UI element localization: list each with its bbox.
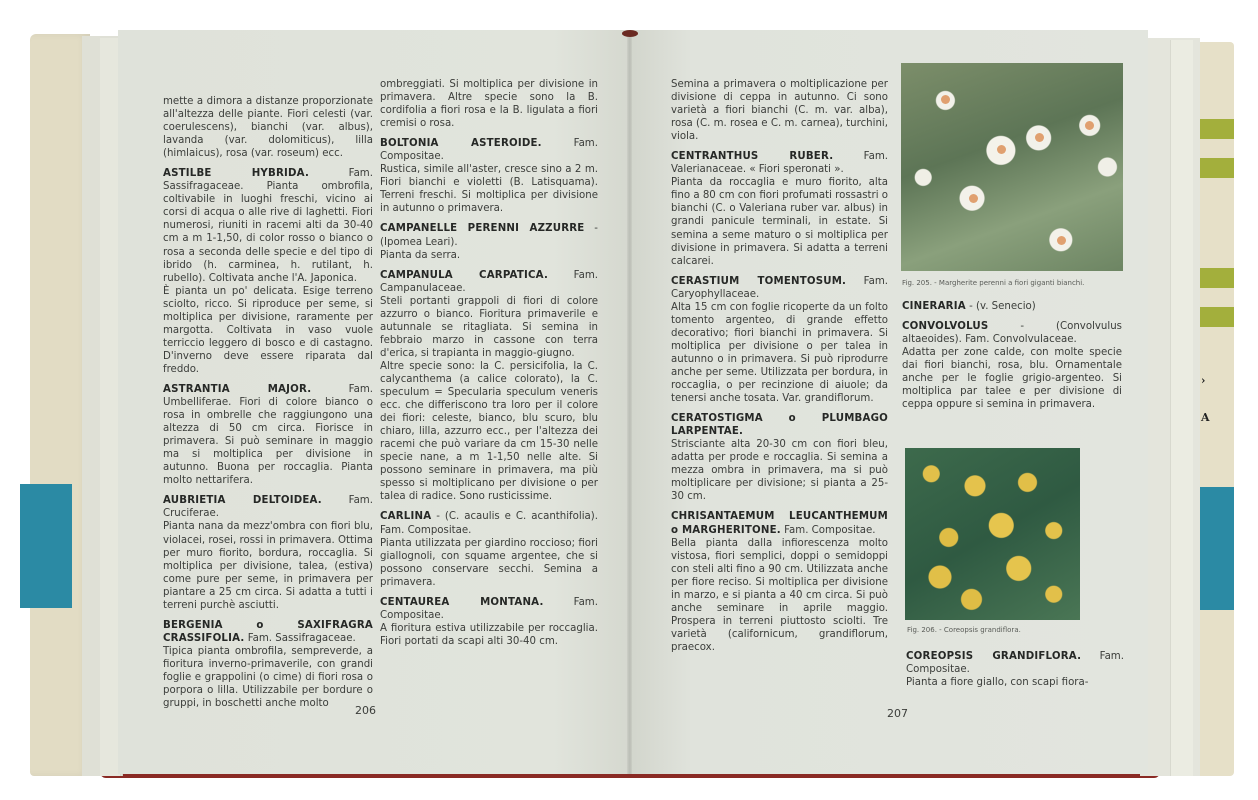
- page-number-right: 207: [887, 707, 908, 720]
- page-stack-right-inner: [1170, 40, 1193, 776]
- entry-heading: CAMPANELLE PERENNI AZZURRE: [380, 223, 585, 235]
- entry-campanula: CAMPANULA CARPATICA. Fam. Campanulaceae. Steli portanti grappoli di fiori di colore azzurro o bianco. Fioritura primaverile e autunnale se ritagliata. Si semina in febbraio marzo in cassone con terra d'erica, si trapianta in maggio-giugno. Altre specie sono: la C. persicifolia, la C. calycanthema (a calice colorato), la C. speculum = Specularia speculum veneris ecc. che differiscono tra loro per il colore dei fiori: celeste, bianco, blu scuro, blu chiaro, lilla, azzurro ecc., per l'altezza dei racemi che può variare da cm 15-30 nelle specie nane, a m 1-1,50 nelle alte. Si possono seminare in primavera, ma più spesso si moltiplicano per divisione o per talea di radice. Sono rusticissime.: [380, 269, 598, 503]
- entry-heading: CAMPANULA CARPATICA.: [380, 269, 549, 281]
- right-page-column-1: [671, 78, 888, 661]
- entry-heading: CHRISANTAEMUM LEUCANTHEMUM o MARGHERITONE.: [671, 511, 888, 536]
- cover-green-band: [1200, 158, 1234, 178]
- entry-bergenia: BERGENIA o SAXIFRAGRA CRASSIFOLIA. Fam. Sassifragaceae. Tipica pianta ombrofila, sempreverde, a fioritura inverno-primaverile, con grandi foglie e grappolini (o cime) di fiori rosa o porpora o lilla. Utilizzabile per bordure o gruppi, in boschetti anche molto: [163, 619, 373, 710]
- entry-chrisantaemum: CHRISANTAEMUM LEUCANTHEMUM o MARGHERITONE. Fam. Compositae. Bella pianta dalla infiorescenza molto vistosa, fiori semplici, doppi o semidoppi con steli alti fino a 90 cm. Utilizzata anche per fiore reciso. Si moltiplica per divisione in marzo, e si pianta a 40 cm circa. Si può anche seminare in aprile maggio. Prospera in terreni piuttosto sciolti. Tre varietà (californicum, grandiflorum, praecox.: [671, 511, 888, 653]
- entry-heading: AUBRIETIA DELTOIDEA.: [163, 495, 322, 507]
- entry-astrantia: ASTRANTIA MAJOR. Fam. Umbelliferae. Fiori di colore bianco o rosa in ombrelle che raggiungono una altezza di 50 cm circa. Fiorisce in primavera. Si può seminare in maggio ma si moltiplica per divisione in autunno. Buona per roccaglia. Pianta molto nettarifera.: [163, 383, 373, 487]
- entry-cineraria: CINERARIA - (v. Senecio): [902, 301, 1036, 312]
- book-cover-left: [30, 34, 90, 776]
- entry-campanelle: CAMPANELLE PERENNI AZZURRE - (Ipomea Leari). Pianta da serra.: [380, 223, 598, 261]
- book-gutter: [627, 30, 632, 774]
- entry-heading: CERATOSTIGMA o PLUMBAGO LARPENTAE.: [671, 413, 888, 438]
- entry-convolvolus: CONVOLVOLUS - (Convolvulus altaeoides). Fam. Convolvulaceae. Adatta per zone calde, con molte specie dai fiori bianchi, rosa, blu. Ornamentale anche per le foglie grigio-argenteo. Si moltiplica par talee e per divisione di ceppa oppure si semina in primavera.: [902, 321, 1122, 411]
- spine-letter: ›: [1201, 374, 1206, 387]
- entry-heading: COREOPSIS GRANDIFLORA.: [906, 651, 1082, 662]
- book-headband: [622, 30, 638, 37]
- entry-heading: CENTAUREA MONTANA.: [380, 596, 544, 608]
- flower-center: [1085, 121, 1094, 130]
- entry-heading: BOLTONIA ASTEROIDE.: [380, 138, 542, 150]
- flower-center: [1035, 133, 1044, 142]
- flower-center: [941, 95, 950, 104]
- entry-heading: CONVOLVOLUS: [902, 321, 989, 333]
- figure-206-coreopsis-photo: [905, 448, 1080, 620]
- entry-heading: CARLINA: [380, 511, 432, 523]
- entry-heading: CERASTIUM TOMENTOSUM.: [671, 275, 847, 287]
- entry-heading: BERGENIA o SAXIFRAGRA CRASSIFOLIA.: [163, 619, 373, 644]
- entry-aubrietia: AUBRIETIA DELTOIDEA. Fam. Cruciferae. Pianta nana da mezz'ombra con fiori blu, violacei, rosei, rossi in primavera. Ottima per muro fiorito, bordura, roccaglia. Si moltiplica per divisione, talea, (estiva) come pure per seme, in primavera per piantare a 25 cm circa. Si adatta a tutti i terreni purchè asciutti.: [163, 495, 373, 611]
- entry-heading: ASTILBE HYBRIDA.: [163, 168, 310, 180]
- left-page-column-1: [163, 95, 373, 717]
- entry-ceratostigma: CERATOSTIGMA o PLUMBAGO LARPENTAE. Strisciante alta 20-30 cm con fiori bleu, adatta per prode e roccaglia. Si semina a mezza ombra in primavera, ma si può moltiplicare per divisione; si pianta a 25-30 cm.: [671, 413, 888, 503]
- cover-green-band: [1200, 119, 1234, 139]
- right-page-column-3: [906, 650, 1124, 696]
- entry-heading: CENTRANTHUS RUBER.: [671, 151, 834, 163]
- flower-center: [1057, 236, 1066, 245]
- figure-205-caption: Fig. 205. - Margherite perenni a fiori giganti bianchi.: [902, 279, 1085, 287]
- entry-centaurea: CENTAUREA MONTANA. Fam. Compositae. A fioritura estiva utilizzabile per roccaglia. Fiori portati da scapi alti 30-40 cm.: [380, 596, 598, 647]
- page-number-left: 206: [355, 704, 376, 717]
- figure-206-caption: Fig. 206. - Coreopsis grandiflora.: [907, 626, 1021, 634]
- left-page-column-2: [380, 78, 598, 655]
- entry-boltonia: BOLTONIA ASTEROIDE. Fam. Compositae. Rustica, simile all'aster, cresce sino a 2 m. Fiori bianchi e violetti (B. Latisquama). Terreni freschi. Si moltiplica per divisione in autunno o primavera.: [380, 138, 598, 215]
- spine-letter: A: [1201, 411, 1210, 424]
- cover-teal-band-left: [20, 484, 72, 608]
- entry-carlina: CARLINA - (C. acaulis e C. acanthifolia). Fam. Compositae. Pianta utilizzata per giardino roccioso; fiori giallognoli, con squame argentee, che si possono conservare secchi. Semina a primavera.: [380, 511, 598, 588]
- cover-green-band: [1200, 268, 1234, 288]
- flower-center: [969, 194, 978, 203]
- cover-green-band: [1200, 307, 1234, 327]
- entry-heading: ASTRANTIA MAJOR.: [163, 383, 312, 395]
- flower-center: [997, 145, 1006, 154]
- figure-205-daisies-photo: [901, 63, 1123, 271]
- entry-continuation: ombreggiati. Si moltiplica per divisione in primavera. Altre specie sono la B. cordifolia a fiori rosa e la B. ligulata a fiori cremisi o rosa.: [380, 79, 598, 130]
- entry-astilbe: ASTILBE HYBRIDA. Fam. Sassifragaceae. Pianta ombrofila, coltivabile in luoghi freschi, vicino ai corsi di acqua o alle rive di laghetti. Fiori numerosi, riuniti in racemi alti da 30-40 cm a m 1-1,50, di color rosso o bianco o rosa a seconda delle specie e del tipo di ibrido (h. carminea, h. rutilant, h. rubello). Coltivata anche l'A. Japonica. È pianta un po' delicata. Esige terreno sciolto, ricco. Si riproduce per seme, si moltiplica per divisione, raramente per margotta. Coltivata in vaso vuole terriccio leggero di bosco e di castagno. D'inverno deve essere riparata dal freddo.: [163, 168, 373, 375]
- entry-continuation: mette a dimora a distanze proporzionate all'altezza delle piante. Fiori celesti (var. coerulescens), bianchi (var. albus), lavanda (var. dolomiticus), lilla (himlaicus), rosa (var. roseum) ecc.: [163, 96, 373, 160]
- entry-cerastium: CERASTIUM TOMENTOSUM. Fam. Caryophyllaceae. Alta 15 cm con foglie ricoperte da un folto tomento argenteo, di grande effetto decorativo; fiori bianchi in primavera. Si moltiplica per divisione o per talea in autunno o in primavera. Si può riprodurre anche per seme. Utilizzata per bordura, in roccaglia, o per recinzione di aiuole; da tenersi anche tosata. Var. grandiflorum.: [671, 275, 888, 405]
- cover-teal-band-right: [1200, 487, 1234, 610]
- entry-coreopsis: COREOPSIS GRANDIFLORA. Fam. Compositae. Pianta a fiore giallo, con scapi fiora-: [906, 651, 1124, 689]
- entry-centranthus: CENTRANTHUS RUBER. Fam. Valerianaceae. « Fiori speronati ». Pianta da roccaglia e muro fiorito, alta fino a 80 cm con fiori profumati rossastri o bianchi (C. o Valeriana ruber var. albus) in grandi panicule terminali, in estate. Si semina a seme maturo o si moltiplica per divisione in primavera. Si adatta a terreni calcarei.: [671, 151, 889, 267]
- book-cover-right: [1196, 42, 1234, 776]
- entry-continuation: Semina a primavera o moltiplicazione per divisione di ceppa in autunno. Ci sono varietà a fiori bianchi (C. m. var. alba), rosa (C. m. rosea e C. m. carnea), turchini, viola.: [671, 79, 888, 143]
- entry-heading: CINERARIA: [902, 301, 966, 312]
- right-page-column-2: [902, 300, 1122, 418]
